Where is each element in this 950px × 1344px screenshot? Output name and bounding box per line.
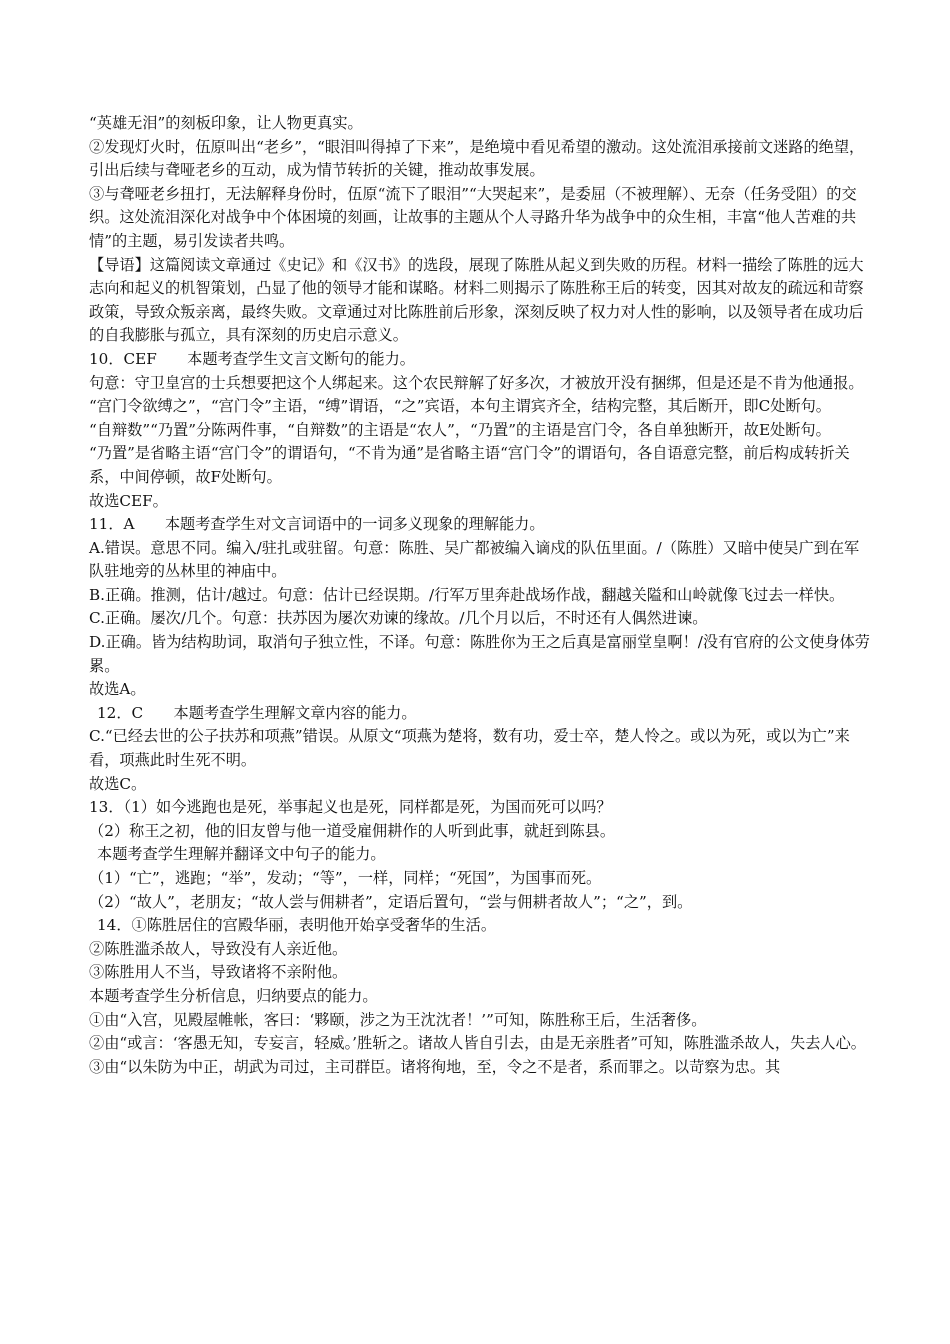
paragraph: C.“已经去世的公子扶苏和项燕”错误。从原文“项燕为楚将，数有功，爱士卒，楚人怜之。或以为死，或以为亡”来看，项燕此时生死不明。 (89, 727, 850, 770)
answer-conclusion: 故选CEF。 (89, 491, 168, 510)
answer-12-heading: 12．C 本题考查学生理解文章内容的能力。 (97, 703, 417, 722)
paragraph: （2）称王之初，他的旧友曾与他一道受雇佣耕作的人听到此事，就赶到陈县。 (89, 821, 616, 840)
answer-14-heading: 14．①陈胜居住的宫殿华丽，表明他开始享受奢华的生活。 (97, 916, 497, 935)
option-a: A.错误。意思不同。编入/驻扎或驻留。句意：陈胜、吴广都被编入谪戍的队伍里面。/（陈胜）又暗中使吴广到在军队驻地旁的丛林里的神庙中。 (89, 538, 860, 581)
option-c: C.正确。屡次/几个。句意：扶苏因为屡次劝谏的缘故。/几个月以后，不时还有人偶然进谏。 (89, 609, 708, 628)
option-b: B.正确。推测，估计/越过。句意：估计已经误期。/行军万里奔赴战场作战，翻越关隘和山岭就像飞过去一样快。 (89, 585, 845, 604)
answer-11-heading: 11．A 本题考查学生对文言词语中的一词多义现象的理解能力。 (89, 515, 545, 534)
paragraph: ②陈胜滥杀故人，导致没有人亲近他。 (89, 939, 348, 958)
paragraph: ①由“入宫，见殿屋帷帐，客曰：‘夥颐，涉之为王沈沈者！’”可知，陈胜称王后，生活奢侈。 (89, 1010, 707, 1029)
paragraph: 本题考查学生理解并翻译文中句子的能力。 (97, 845, 386, 864)
answer-conclusion: 故选C。 (89, 774, 147, 793)
answer-13-heading: 13．（1）如今逃跑也是死，举事起义也是死，同样都是死，为国而死可以吗？ (89, 798, 612, 817)
paragraph: ③与聋哑老乡扭打，无法解释身份时，伍原“流下了眼泪”“大哭起来”，是委屈（不被理解）、无奈（任务受阻）的交织。这处流泪深化对战争中个体困境的刻画，让故事的主题从个人寻路升华为战争中的众生相，丰富“他人苦难的共情”的主题，易引发读者共鸣。 (89, 184, 857, 250)
paragraph: ③由“以朱防为中正，胡武为司过，主司群臣。诸将徇地，至，令之不是者，系而罪之。以苛察为忠。其 (89, 1057, 781, 1076)
paragraph: “自辩数”“乃置”分陈两件事，“自辩数”的主语是“农人”，“乃置”的主语是宫门令，各自单独断开，故E处断句。 (89, 420, 831, 439)
paragraph: ③陈胜用人不当，导致诸将不亲附他。 (89, 963, 348, 982)
paragraph: ②由“或言：‘客愚无知，专妄言，轻威。’胜斩之。诸故人皆自引去，由是无亲胜者”可知，陈胜滥杀故人，失去人心。 (89, 1034, 866, 1053)
paragraph: “英雄无泪”的刻板印象，让人物更真实。 (89, 114, 363, 132)
answer-conclusion: 故选A。 (89, 680, 146, 699)
paragraph: ②发现灯火时，伍原叫出“老乡”，“眼泪叫得掉了下来”，是绝境中看见希望的激动。这处流泪承接前文迷路的绝望，引出后续与聋哑老乡的互动，成为情节转折的关键，推动故事发展。 (89, 137, 865, 180)
paragraph: “乃置”是省略主语“宫门令”的谓语句，“不肯为通”是省略主语“宫门令”的谓语句，各自语意完整，前后构成转折关系，中间停顿，故F处断句。 (89, 444, 850, 486)
paragraph: （1）“亡”，逃跑；“举”，发动；“等”，一样，同样；“死国”，为国事而死。 (89, 869, 602, 887)
paragraph: 本题考查学生分析信息，归纳要点的能力。 (89, 986, 378, 1005)
guide-paragraph: 【导语】这篇阅读文章通过《史记》和《汉书》的选段，展现了陈胜从起义到失败的历程。材料一描绘了陈胜的远大志向和起义的机智策划，凸显了他的领导才能和谋略。材料二则揭示了陈胜称王后的转变，因其对故友的疏远和苛察政策，导致众叛亲离，最终失败。文章通过对比陈胜前后形象，深刻反映了权力对人性的影响，以及领导者在成功后的自我膨胀与孤立，具有深刻的历史启示意义。 (89, 255, 864, 345)
option-d: D.正确。皆为结构助词，取消句子独立性，不译。句意：陈胜你为王之后真是富丽堂皇啊！/没有官府的公文使身体劳累。 (89, 633, 870, 675)
paragraph: “宫门令欲缚之”，“宫门令”主语，“缚”谓语，“之”宾语，本句主谓宾齐全，结构完整，其后断开，即C处断句。 (89, 397, 831, 416)
paragraph: （2）“故人”，老朋友；“故人尝与佣耕者”，定语后置句，“尝与佣耕者故人”；“之”，到。 (89, 892, 693, 911)
answer-10-heading: 10．CEF 本题考查学生文言文断句的能力。 (89, 349, 415, 368)
paragraph: 句意：守卫皇宫的士兵想要把这个人绑起来。这个农民辩解了好多次，才被放开没有捆绑，但是还是不肯为他通报。 (89, 373, 864, 392)
